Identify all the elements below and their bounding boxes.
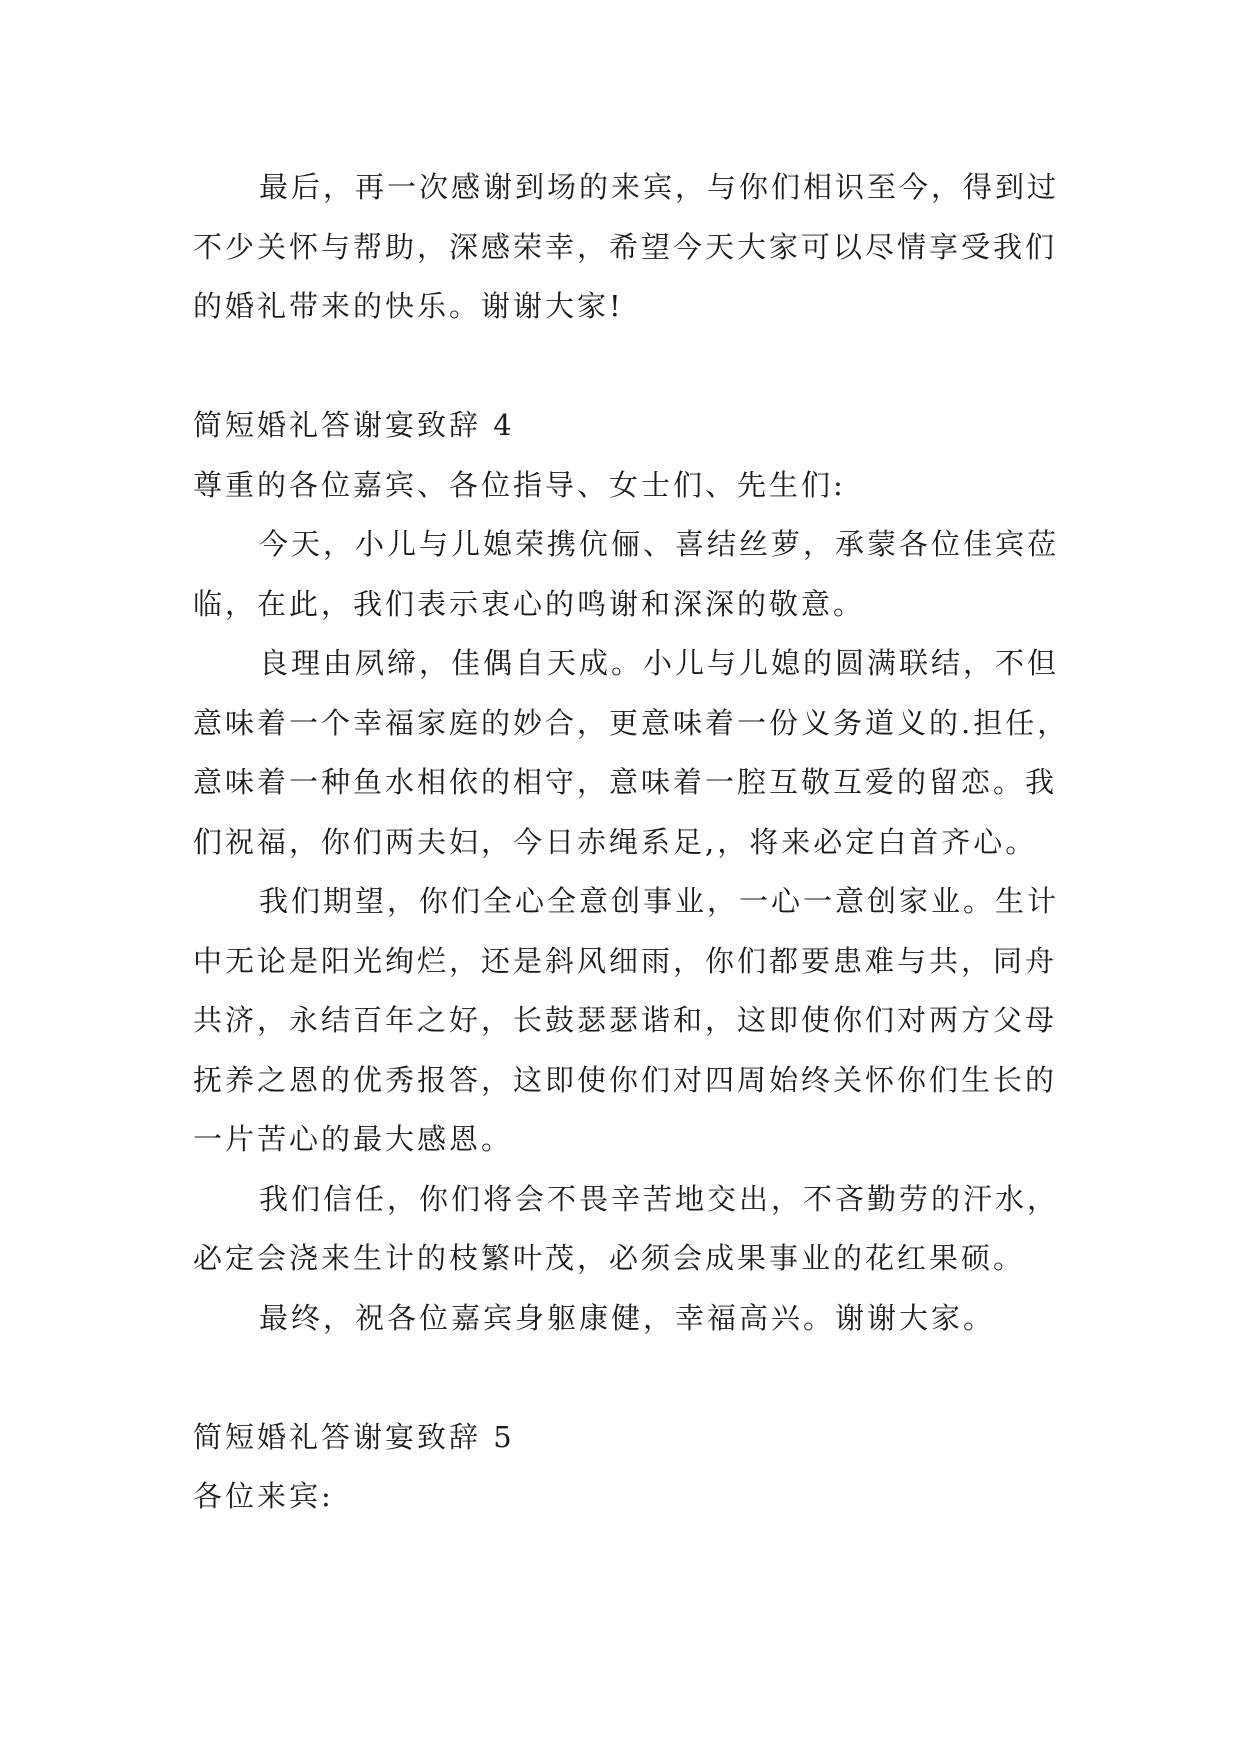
closing-paragraph: 最后，再一次感谢到场的来宾，与你们相识至今，得到过不少关怀与帮助，深感荣幸，希望今天大家可以尽情享受我们的婚礼带来的快乐。谢谢大家! [193, 170, 1060, 323]
section-4-paragraph-2: 良理由夙缔，佳偶自天成。小儿与儿媳的圆满联结，不但意味着一个幸福家庭的妙合，更意味着一份义务道义的.担任，意味着一种鱼水相依的相守，意味着一腔互敬互爱的留恋。我们祝福，你们两夫妇，今日赤绳系足,，将来必定白首齐心。 [193, 646, 1070, 859]
section-5-title: 简短婚礼答谢宴致辞 5 [193, 1419, 515, 1454]
section-4-paragraph-4: 我们信任，你们将会不畏辛苦地交出，不吝勤劳的汗水，必定会浇来生计的枝繁叶茂，必须会成果事业的花红果硕。 [193, 1181, 1060, 1275]
section-4-salutation: 尊重的各位嘉宾、各位指导、女士们、先生们: [193, 467, 846, 502]
section-4-title: 简短婚礼答谢宴致辞 4 [193, 408, 515, 442]
document-body [193, 158, 1073, 1527]
spacer [193, 1348, 1073, 1408]
section-4-paragraph-5: 最终，祝各位嘉宾身躯康健，幸福高兴。谢谢大家。 [259, 1300, 996, 1335]
section-4-paragraph-1: 今天，小儿与儿媳荣携伉俪、喜结丝萝，承蒙各位佳宾莅临，在此，我们表示衷心的鸣谢和深深的敬意。 [193, 527, 1060, 621]
section-4-paragraph-3: 我们期望，你们全心全意创事业，一心一意创家业。生计中无论是阳光绚烂，还是斜风细雨，你们都要患难与共，同舟共济，永结百年之好，长鼓瑟瑟谐和，这即使你们对两方父母抚养之恩的优秀报答，这即使你们对四周始终关怀你们生长的一片苦心的最大感恩。 [193, 884, 1060, 1156]
section-5-salutation: 各位来宾: [193, 1479, 334, 1513]
spacer [193, 337, 1073, 397]
